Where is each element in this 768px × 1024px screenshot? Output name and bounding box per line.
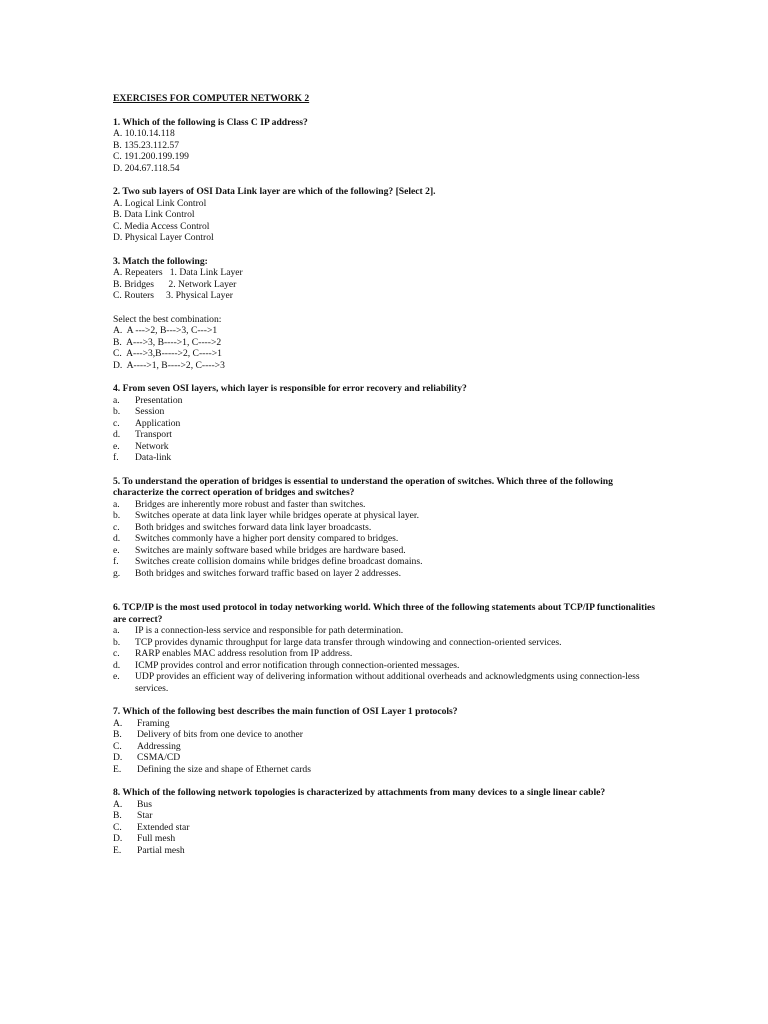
answer-option (113, 545, 658, 557)
option-letter: B. (113, 729, 122, 740)
option-letter: a. (113, 498, 120, 510)
option-text: Switches create collision domains while bridges define broadcast domains. (135, 556, 423, 567)
option-letter: b. (113, 406, 121, 417)
question-2 (113, 186, 658, 244)
question-title: 7. Which of the following best describes the main function of OSI Layer 1 protocols? (113, 706, 458, 717)
option-letter: b. (113, 510, 121, 521)
answer-option (113, 395, 658, 407)
option-text: Presentation (135, 394, 183, 406)
option-text: Extended star (137, 821, 190, 833)
option-text: Partial mesh (137, 844, 185, 856)
question-1 (113, 117, 658, 175)
option-letter: d. (113, 659, 121, 671)
answer-option: B. Data Link Control (113, 209, 195, 220)
document-title: EXERCISES FOR COMPUTER NETWORK 2 (113, 93, 310, 104)
option-text: Full mesh (137, 833, 176, 844)
answer-option (113, 452, 658, 464)
question-title: 6. TCP/IP is the most used protocol in today networking world. Which three of the following statements about TCP/IP functionalities are correct? (113, 602, 655, 625)
answer-option (113, 729, 658, 741)
option-text: RARP enables MAC address resolution from IP address. (135, 648, 353, 659)
question-5 (113, 476, 658, 580)
sub-heading: Select the best combination: (113, 313, 222, 325)
match-line: A. Repeaters 1. Data Link Layer (113, 267, 243, 278)
option-letter: d. (113, 429, 121, 440)
spacer (113, 591, 658, 602)
answer-option (113, 799, 658, 811)
answer-option (113, 429, 658, 441)
match-line: C. Routers 3. Physical Layer (113, 290, 233, 301)
answer-option (113, 637, 658, 649)
option-text: Bridges are inherently more robust and faster than switches. (135, 498, 366, 510)
question-title: 5. To understand the operation of bridges is essential to understand the operation of switches. Which three of the following characterize the correct operation of bridges and switches? (113, 475, 613, 498)
option-letter: A. (113, 717, 123, 729)
answer-option: A. A --->2, B--->3, C--->1 (113, 325, 218, 336)
answer-option (113, 752, 658, 764)
answer-option (113, 741, 658, 753)
option-letter: C. (113, 740, 122, 752)
option-text: ICMP provides control and error notification through connection-oriented messages. (135, 659, 460, 671)
option-letter: b. (113, 636, 121, 648)
option-letter: e. (113, 544, 120, 556)
answer-option (113, 648, 658, 660)
option-letter: g. (113, 567, 121, 579)
answer-option (113, 441, 658, 453)
option-text: Star (137, 810, 153, 821)
answer-option (113, 660, 658, 672)
option-letter: a. (113, 625, 120, 636)
option-letter: C. (113, 821, 122, 833)
question-4 (113, 383, 658, 464)
option-letter: a. (113, 394, 120, 406)
option-text: Both bridges and switches forward traffic based on layer 2 addresses. (135, 567, 401, 579)
option-letter: B. (113, 810, 122, 821)
question-6 (113, 602, 658, 694)
option-text: UDP provides an efficient way of delivering information without additional overheads and acknowledgments using connection-less services. (135, 671, 640, 694)
option-text: Network (135, 440, 169, 452)
answer-option: B. A--->3, B---->1, C---->2 (113, 336, 222, 348)
option-letter: c. (113, 417, 120, 429)
option-letter: D. (113, 833, 123, 844)
question-title: 2. Two sub layers of OSI Data Link layer are which of the following? [Select 2]. (113, 186, 436, 197)
match-line: B. Bridges 2. Network Layer (113, 278, 237, 290)
answer-option: A. Logical Link Control (113, 197, 207, 209)
answer-option (113, 533, 658, 545)
answer-option (113, 625, 658, 637)
option-text: Switches commonly have a higher port density compared to bridges. (135, 533, 399, 544)
option-text: Framing (137, 717, 170, 729)
answer-option (113, 418, 658, 430)
answer-option: C. 191.200.199.199 (113, 151, 189, 162)
option-text: CSMA/CD (137, 752, 181, 763)
option-letter: d. (113, 533, 121, 544)
answer-option (113, 764, 658, 776)
answer-option (113, 833, 658, 845)
question-title: 3. Match the following: (113, 255, 208, 267)
option-text: Both bridges and switches forward data link layer broadcasts. (135, 521, 372, 533)
answer-option: B. 135.23.112.57 (113, 139, 180, 151)
question-title: 1. Which of the following is Class C IP address? (113, 116, 308, 128)
question-3 (113, 256, 658, 372)
option-letter: c. (113, 521, 120, 533)
option-text: Switches are mainly software based while bridges are hardware based. (135, 544, 406, 556)
option-letter: e. (113, 671, 120, 682)
answer-option (113, 671, 658, 694)
option-letter: A. (113, 798, 123, 810)
option-letter: D. (113, 752, 123, 763)
option-text: Defining the size and shape of Ethernet cards (137, 763, 311, 775)
option-letter: f. (113, 556, 119, 567)
answer-option (113, 406, 658, 418)
option-text: Transport (135, 429, 172, 440)
option-text: Bus (137, 798, 152, 810)
answer-option: D. Physical Layer Control (113, 232, 214, 243)
option-letter: E. (113, 763, 122, 775)
answer-option (113, 822, 658, 834)
option-text: Application (135, 417, 181, 429)
option-text: Session (135, 406, 165, 417)
question-title: 4. From seven OSI layers, which layer is responsible for error recovery and reliability? (113, 383, 467, 394)
answer-option (113, 510, 658, 522)
answer-option (113, 568, 658, 580)
answer-option (113, 718, 658, 730)
answer-option (113, 499, 658, 511)
option-text: Addressing (137, 740, 181, 752)
answer-option: D. 204.67.118.54 (113, 162, 180, 174)
option-text: TCP provides dynamic throughput for large data transfer through windowing and connection-oriented services. (135, 636, 562, 648)
option-letter: c. (113, 648, 120, 659)
answer-option: D. A---->1, B---->2, C---->3 (113, 359, 225, 371)
option-letter: f. (113, 452, 119, 463)
answer-option: A. 10.10.14.118 (113, 128, 175, 139)
answer-option (113, 556, 658, 568)
question-8 (113, 787, 658, 856)
answer-option: C. A--->3,B----->2, C---->1 (113, 348, 222, 359)
question-7 (113, 706, 658, 775)
option-letter: e. (113, 440, 120, 452)
option-text: Switches operate at data link layer while bridges operate at physical layer. (135, 510, 419, 521)
option-letter: E. (113, 844, 122, 856)
option-text: Delivery of bits from one device to another (137, 729, 303, 740)
answer-option (113, 522, 658, 534)
answer-option: C. Media Access Control (113, 220, 210, 232)
answer-option (113, 810, 658, 822)
answer-option (113, 845, 658, 857)
question-title: 8. Which of the following network topologies is characterized by attachments from many devices to a single linear cable? (113, 787, 606, 798)
option-text: Data-link (135, 452, 172, 463)
option-text: IP is a connection-less service and responsible for path determination. (135, 625, 404, 636)
document-page (113, 93, 658, 868)
